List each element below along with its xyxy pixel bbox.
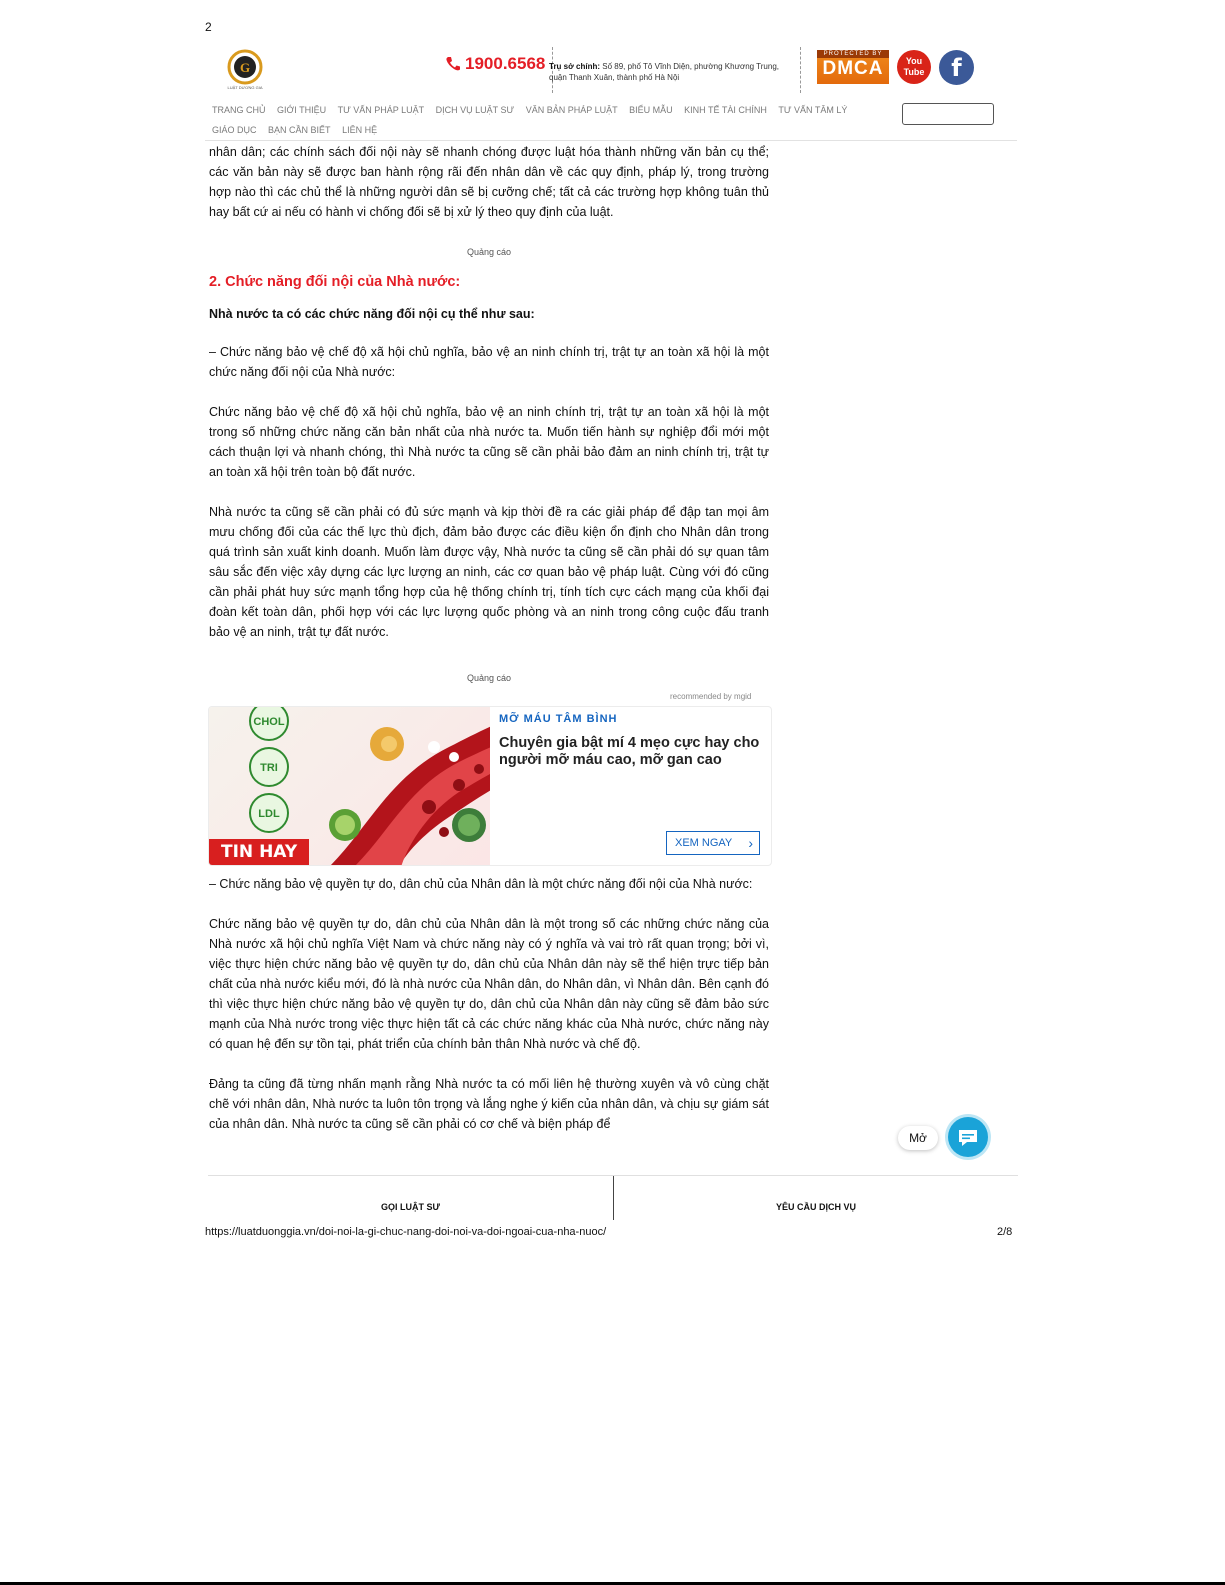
paragraph: Đảng ta cũng đã từng nhấn mạnh rằng Nhà nước ta có mối liên hệ thường xuyên và vô cùng chặt chẽ với nhân dân, Nhà nước ta luôn tôn trọng và lắng nghe ý kiến của nhân dân, và chịu sự giám sát của nhân dân. Nhà nước ta cũng sẽ cần phải có cơ chế và biện pháp để [209, 1077, 769, 1131]
dmca-top-text: PROTECTED BY [817, 50, 889, 58]
request-service-button[interactable]: YÊU CẦU DỊCH VỤ [775, 1202, 856, 1212]
article-body [209, 140, 769, 688]
chat-open-label[interactable]: Mở [898, 1126, 938, 1150]
ad-title[interactable]: Chuyên gia bật mí 4 mẹo cực hay cho người mỡ máu cao, mỡ gan cao [499, 735, 760, 768]
head-office [549, 61, 779, 83]
chevron-right-icon: › [748, 835, 753, 851]
nav-item-forms[interactable]: BIỂU MẪU [629, 105, 673, 115]
paragraph: nhân dân; các chính sách đối nội này sẽ nhanh chóng được luật hóa thành những văn bản cụ thể; các văn bản này sẽ được ban hành rộng rãi đến nhân dân về các quy định, pháp lý, trong trường hợp nào thì các chủ thể là những người dân sẽ bị cưỡng chế; tất cả các trường hợp không tuân thủ hay bất cứ ai nếu có hành vi chống đối sẽ bị xử lý theo quy định của luật. [209, 145, 769, 219]
ad-image [209, 707, 490, 865]
phone-number: 1900.6568 [465, 54, 546, 73]
dmca-badge[interactable] [817, 50, 889, 84]
dmca-text: DMCA [822, 58, 884, 79]
nav-item-education[interactable]: GIÁO DỤC [212, 125, 257, 135]
ad-label: Quảng cáo [466, 673, 512, 683]
nav-item-psychology[interactable]: TƯ VẤN TÂM LÝ [778, 105, 848, 115]
hotline[interactable] [445, 54, 545, 74]
nav-item-lawyer-services[interactable]: DỊCH VỤ LUẬT SƯ [435, 105, 515, 115]
nav-item-finance[interactable]: KINH TẾ TÀI CHÍNH [684, 105, 767, 115]
article-body-continued [209, 874, 769, 1131]
chat-icon[interactable] [948, 1117, 988, 1157]
paragraph: Chức năng bảo vệ chế độ xã hội chủ nghĩa, bảo vệ an ninh chính trị, trật tự an toàn xã hội là một trong số những chức năng căn bản nhất của nhà nước ta. Muốn tiến hành sự nghiệp đổi mới một cách thuận lợi và nhanh chóng, thì Nhà nước ta cũng sẽ cần phải bảo đảm an ninh chính trị, trật tự an toàn xã hội trên toàn bộ đất nước. [209, 405, 769, 479]
nav-item-about[interactable]: GIỚI THIỆU [277, 105, 327, 115]
nav-item-home[interactable]: TRANG CHỦ [212, 105, 266, 115]
page-number: 2 [205, 20, 212, 34]
tin-hay-badge: TIN HAY [209, 839, 309, 865]
tri-icon: TRI [249, 747, 289, 787]
hq-address: Số 89, phố Tô Vĩnh Diện, phường Khương Trung, quận Thanh Xuân, thành phố Hà Nội [549, 62, 779, 82]
ad-cta-button[interactable] [666, 831, 760, 855]
paragraph: – Chức năng bảo vệ chế độ xã hội chủ nghĩa, bảo vệ an ninh chính trị, trật tự an toàn xã hội là một chức năng đối nội của Nhà nước: [209, 345, 769, 379]
section-heading: 2. Chức năng đối nội của Nhà nước: [209, 274, 461, 290]
nav-item-contact[interactable]: LIÊN HỆ [342, 125, 378, 135]
ad-label: Quảng cáo [466, 247, 512, 257]
phone-icon [445, 56, 461, 72]
recommended-by-mgid[interactable]: recommended by mgid [670, 692, 752, 701]
logo-text: LUẬT DƯƠNG GIA [227, 85, 263, 90]
site-header [205, 44, 1017, 141]
artery-illustration [309, 707, 490, 865]
sponsored-ad[interactable] [208, 706, 772, 866]
ldl-icon: LDL [249, 793, 289, 833]
chol-icon: CHOL [249, 707, 289, 741]
paragraph: Nhà nước ta cũng sẽ cần phải có đủ sức mạnh và kịp thời đề ra các giải pháp để đập tan mọi âm mưu chống đối của các thế lực thù địch, đảm bảo được các điều kiện ổn định cho Nhân dân trong quá trình sản xuất kinh doanh. Muốn làm được vậy, Nhà nước ta cũng sẽ cần phải dó sự quan tâm sâu sắc đến việc xây dựng các lực lượng an ninh, các cơ quan bảo vệ pháp luật. Cùng với đó cũng cần phải phát huy sức mạnh tổng hợp của hệ thống chính trị, tính tích cực cách mạng của khối đại đoàn kết toàn dân, phối hợp với các lực lượng quốc phòng và an ninh trong công cuộc đấu tranh bảo vệ an ninh, trật tự đất nước. [209, 505, 769, 639]
bottom-action-bar [208, 1175, 1018, 1224]
main-nav [212, 100, 912, 140]
hq-label: Trụ sở chính: [549, 62, 601, 71]
section-subheading: Nhà nước ta có các chức năng đối nội cụ thể như sau: [209, 307, 535, 321]
ad-brand: MỠ MÁU TÂM BÌNH [499, 713, 618, 725]
page-count: 2/8 [997, 1226, 1013, 1238]
header-divider [800, 47, 801, 93]
site-logo[interactable] [223, 48, 267, 94]
paragraph: Chức năng bảo vệ quyền tự do, dân chủ của Nhân dân là một trong số các những chức năng của Nhà nước xã hội chủ nghĩa Việt Nam và chức năng này có ý nghĩa và vai trò rất quan trọng; bởi vì, việc thực hiện chức năng bảo vệ quyền tự do, dân chủ của Nhân dân này sẽ thể hiện trực tiếp bản chất của nhà nước kiểu mới, đó là nhà nước của Nhân dân, do Nhân dân, vì Nhân dân. Bên cạnh đó thì việc thực hiện chức năng bảo vệ quyền tự do, dân chủ của Nhân dân này cũng sẽ đảm bảo sức mạnh của Nhà nước trong việc thực hiện tất cả các chức năng khác của Nhà nước, chức năng này có quan hệ đến sự tồn tại, phát triển của chính bản thân Nhà nước và chế độ. [209, 917, 769, 1051]
call-lawyer-button[interactable]: GỌI LUẬT SƯ [381, 1202, 440, 1212]
youtube-icon[interactable]: You Tube [897, 50, 931, 84]
ad-cta-label: XEM NGAY [675, 837, 733, 849]
facebook-icon[interactable]: f [939, 50, 974, 85]
paragraph: – Chức năng bảo vệ quyền tự do, dân chủ của Nhân dân là một chức năng đối nội của Nhà nước: [209, 877, 753, 891]
page-url: https://luatduonggia.vn/doi-noi-la-gi-chuc-nang-doi-noi-va-doi-ngoai-cua-nha-nuoc/ [205, 1226, 607, 1238]
nav-item-need-to-know[interactable]: BẠN CẦN BIẾT [268, 125, 331, 135]
svg-text:G: G [239, 60, 251, 75]
nav-item-legal-documents[interactable]: VĂN BẢN PHÁP LUẬT [525, 105, 618, 115]
nav-item-legal-advice[interactable]: TƯ VẤN PHÁP LUẬT [337, 105, 425, 115]
search-input[interactable] [902, 103, 994, 125]
